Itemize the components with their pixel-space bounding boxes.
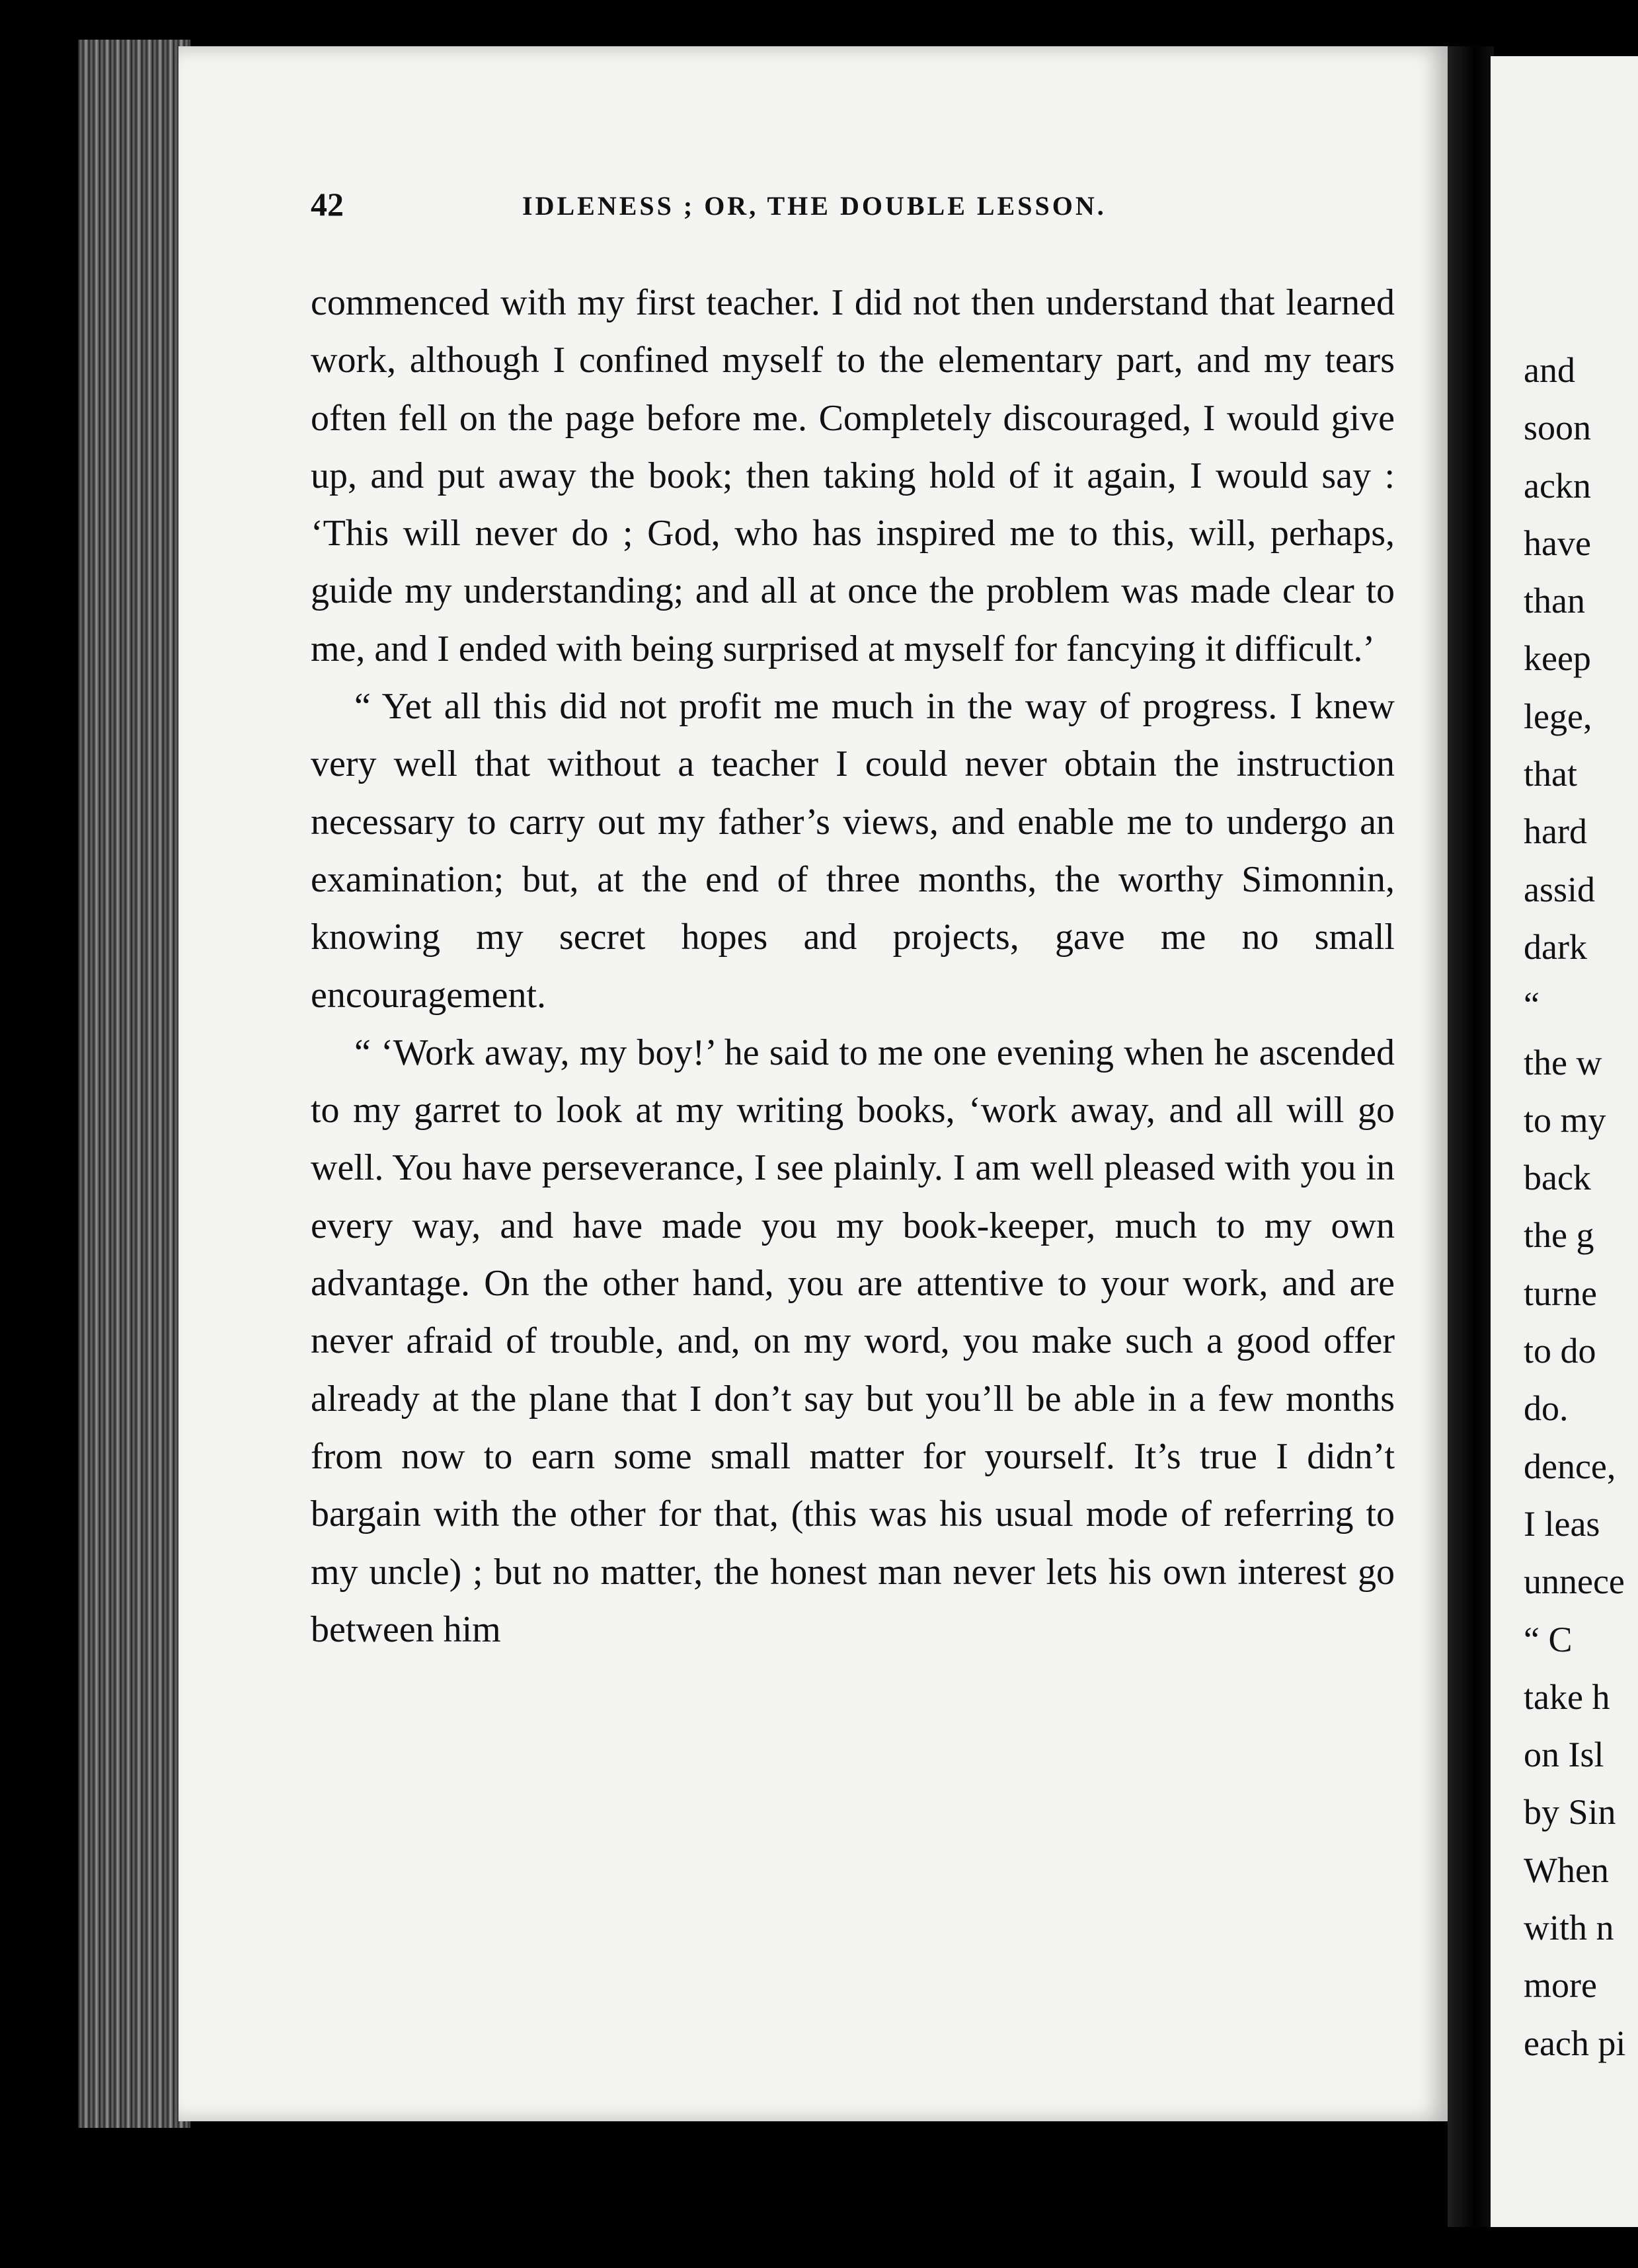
right-page-line: the w [1524,1042,1602,1082]
right-page-line: hard [1524,812,1587,852]
right-page-line: turne [1524,1273,1597,1313]
right-page-line: by Sin [1524,1792,1616,1833]
right-page-line: than [1524,581,1585,621]
right-page-line: assid [1524,869,1595,909]
right-page-line: to do [1524,1331,1596,1371]
page-header [311,185,1395,231]
right-page-line: dark [1524,926,1587,967]
right-page-line: “ [1524,985,1540,1025]
right-page-line: lege, [1524,696,1592,736]
paragraph: commenced with my first teacher. I did not then understand that learned work, although I confined myself to the elementary part, and my tears often fell on the page before me. Completely discouraged, I would give up, and put away the book; then taking hold of it again, I would say : ‘This will never do ; God, who has inspired me to this, will, perhaps, guide my understanding; and all at once the problem was made clear to me, and I ended with being surprised at myself for fancying it difficult.’ [311,282,1395,669]
right-page-line: ackn [1524,465,1591,506]
book-gutter [1448,46,1494,2227]
right-page-line: back [1524,1158,1591,1198]
right-page-line: and [1524,350,1575,390]
right-page-line: that [1524,754,1577,794]
right-page-line: keep [1524,638,1591,679]
right-page-line: with n [1524,1908,1614,1948]
right-page [1491,56,1638,2227]
right-page-line: take h [1524,1677,1610,1717]
right-page-line: each pi [1524,2023,1626,2063]
right-page-line: “ C [1524,1619,1573,1659]
page-number: 42 [311,186,344,223]
right-page-line: more [1524,1965,1597,2006]
paragraph: “ ‘Work away, my boy!’ he said to me one evening when he ascended to my garret to look at my writing books, ‘work away, and all will go well. You have perseverance, I see plainly. I am well pleased with you in every way, and have made you my book-keeper, much to my own advantage. On the other hand, you are attentive to your work, and are never afraid of trouble, and, on my word, you make such a good offer already at the plane that I don’t say but you’ll be able in a few months from now to earn some small matter for yourself. It’s true I didn’t bargain with the other for that, (this was his usual mode of referring to my uncle) ; but no matter, the honest man never lets his own interest go between him [311,1032,1395,1650]
right-page-line: do. [1524,1388,1569,1429]
running-head: IDLENESS ; OR, THE DOUBLE LESSON. [522,191,1107,221]
right-page-line: have [1524,523,1591,563]
right-page-line: soon [1524,408,1592,448]
right-page-line: I leas [1524,1503,1600,1544]
right-page-line: the g [1524,1215,1594,1256]
right-page-text [1524,342,1625,2072]
page-edges [78,40,190,2128]
right-page-line: on Isl [1524,1735,1604,1775]
body-text [311,274,1395,1659]
right-page-line: When [1524,1850,1609,1890]
right-page-line: unnece [1524,1562,1625,1602]
right-page-line: to my [1524,1100,1606,1140]
paragraph: “ Yet all this did not profit me much in the way of progress. I knew very well that without a teacher I could never obtain the instruction necessary to carry out my father’s views, and enable me to undergo an examination; but, at the end of three months, the worthy Simonnin, knowing my secret hopes and projects, gave me no small encouragement. [311,686,1395,1016]
right-page-line: dence, [1524,1446,1616,1486]
